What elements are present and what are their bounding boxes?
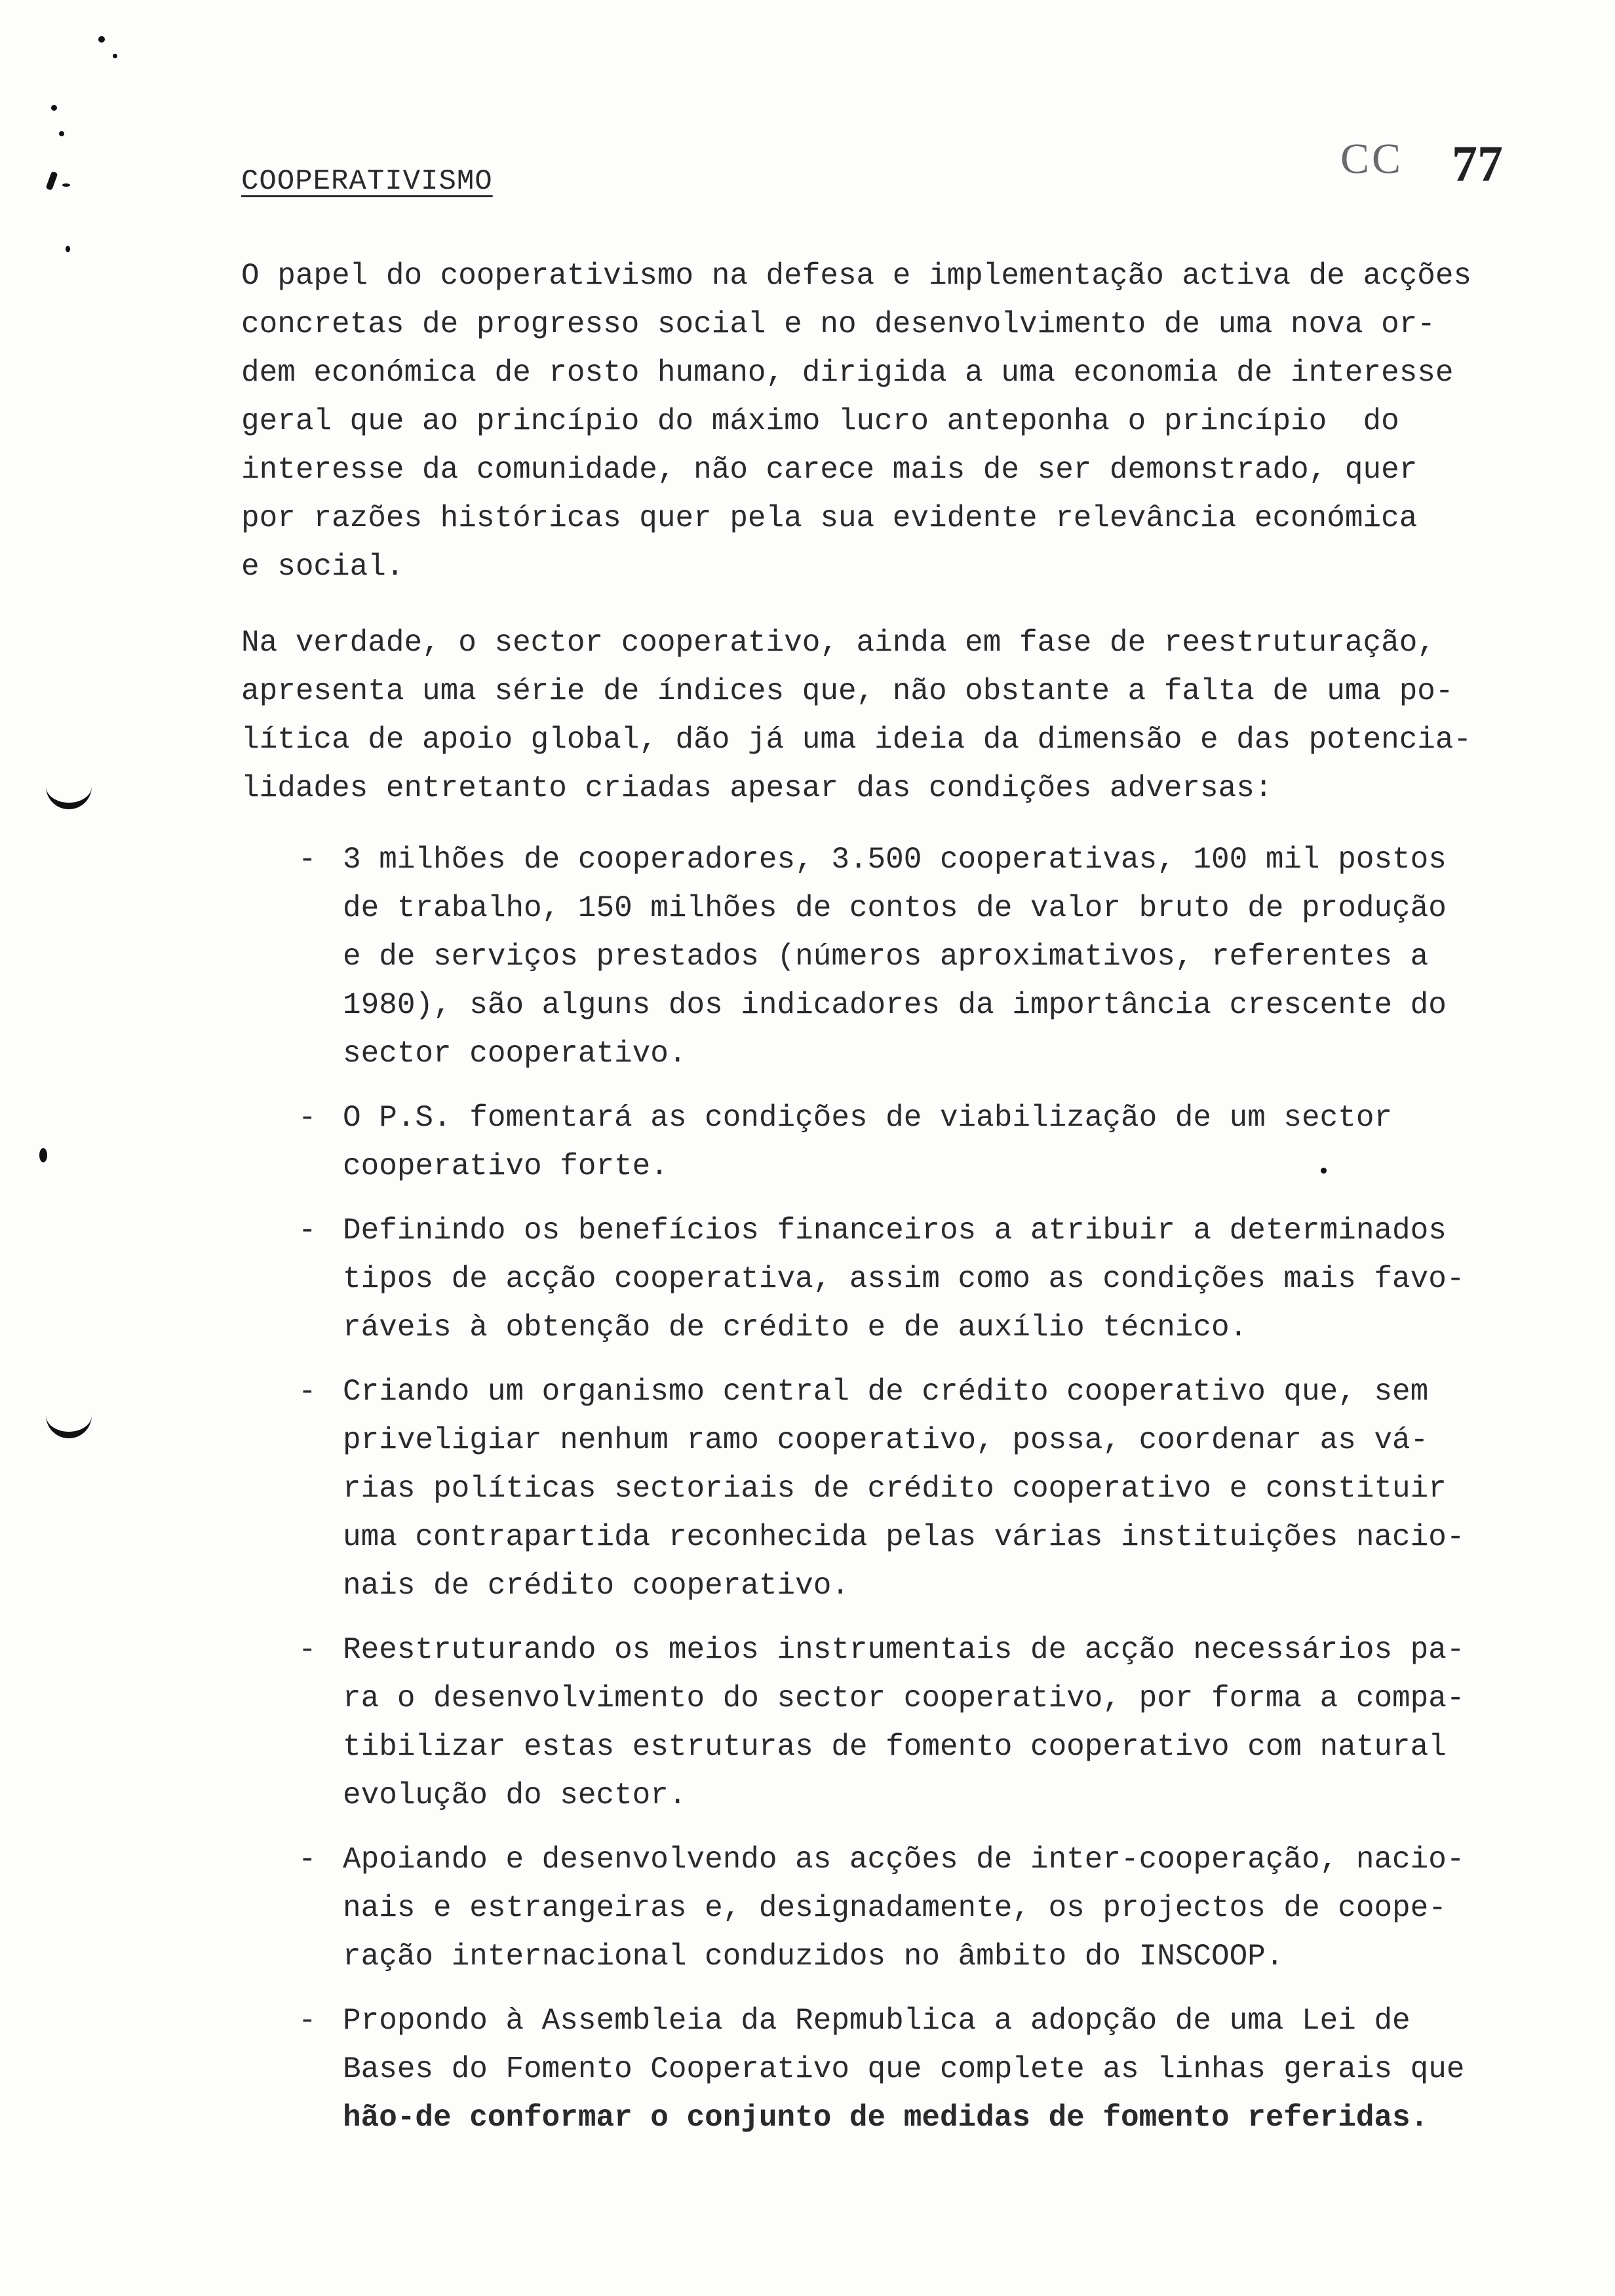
list-item — [298, 1368, 1596, 1610]
list-dash: - — [298, 843, 317, 877]
item-line: e de serviços prestados (números aproximativos, referentes a — [343, 940, 1429, 974]
paragraph-line: e social. — [241, 550, 404, 584]
list-dash: - — [298, 1633, 317, 1667]
item-line: de trabalho, 150 milhões de contos de valor bruto de produção — [343, 891, 1447, 925]
punch-hole-mark — [46, 776, 92, 809]
paragraph-line: lítica de apoio global, dão já uma ideia da dimensão e das potencia- — [241, 723, 1472, 757]
punch-hole-mark — [46, 1406, 92, 1438]
item-line: cooperativo forte. — [343, 1149, 669, 1183]
item-line: priveligiar nenhum ramo cooperativo, possa, coordenar as vá- — [343, 1423, 1429, 1457]
item-line: ração internacional conduzidos no âmbito do INSCOOP. — [343, 1940, 1284, 1974]
list-item — [298, 835, 1596, 1078]
paragraph-line: dem económica de rosto humano, dirigida a uma economia de interesse — [241, 356, 1454, 390]
item-line: Criando um organismo central de crédito cooperativo que, sem — [343, 1375, 1429, 1409]
paragraph-line: geral que ao princípio do máximo lucro anteponha o princípio do — [241, 404, 1399, 438]
scan-speck — [62, 183, 70, 187]
item-line: evolução do sector. — [343, 1778, 687, 1812]
item-line: Definindo os benefícios financeiros a atribuir a determinados — [343, 1214, 1447, 1248]
list-item — [298, 1094, 1596, 1191]
paragraph-line: concretas de progresso social e no desenvolvimento de uma nova or- — [241, 307, 1435, 341]
scan-speck — [46, 171, 58, 191]
paragraph-line: O papel do cooperativismo na defesa e implementação activa de acções — [241, 259, 1472, 293]
paragraph-context — [241, 619, 1591, 813]
item-line: O P.S. fomentará as condições de viabilização de um sector — [343, 1101, 1393, 1135]
item-line: ráveis à obtenção de crédito e de auxílio técnico. — [343, 1311, 1248, 1345]
scan-speck — [66, 246, 70, 252]
list-dash: - — [298, 1843, 317, 1877]
scan-speck — [59, 131, 64, 136]
list-item — [298, 1997, 1596, 2142]
page-number: 77 — [1452, 135, 1503, 192]
scan-speck — [51, 105, 57, 111]
item-line: tipos de acção cooperativa, assim como as condições mais favo- — [343, 1262, 1465, 1296]
paragraph-line: Na verdade, o sector cooperativo, ainda em fase de reestruturação, — [241, 626, 1435, 660]
paragraph-line: por razões históricas quer pela sua evidente relevância económica — [241, 501, 1418, 535]
paragraph-line: lidades entretanto criadas apesar das condições adversas: — [241, 771, 1273, 805]
stamp-mark: CC — [1340, 135, 1404, 183]
item-line: uma contrapartida reconhecida pelas várias instituições nacio- — [343, 1520, 1465, 1554]
item-line: ra o desenvolvimento do sector cooperativo, por forma a compa- — [343, 1681, 1465, 1715]
item-line: 1980), são alguns dos indicadores da importância crescente do — [343, 988, 1447, 1022]
paragraph-line: interesse da comunidade, não carece mais de ser demonstrado, quer — [241, 453, 1418, 487]
list-dash: - — [298, 1375, 317, 1409]
item-line: nais e estrangeiras e, designadamente, os projectos de coope- — [343, 1891, 1447, 1925]
scan-speck — [113, 54, 117, 58]
list-dash: - — [298, 1101, 317, 1135]
list-item — [298, 1835, 1596, 1981]
section-heading: COOPERATIVISMO — [241, 165, 493, 198]
item-line: Apoiando e desenvolvendo as acções de inter-cooperação, nacio- — [343, 1843, 1465, 1877]
list-item — [298, 1206, 1596, 1352]
item-line: 3 milhões de cooperadores, 3.500 cooperativas, 100 mil postos — [343, 843, 1447, 877]
list-dash: - — [298, 2004, 317, 2038]
item-line: sector cooperativo. — [343, 1037, 687, 1071]
item-line: Propondo à Assembleia da Repmublica a adopção de uma Lei de — [343, 2004, 1411, 2038]
paragraph-intro — [241, 252, 1591, 591]
item-line: tibilizar estas estruturas de fomento cooperativo com natural — [343, 1730, 1447, 1764]
list-dash: - — [298, 1214, 317, 1248]
item-line: rias políticas sectoriais de crédito cooperativo e constituir — [343, 1472, 1447, 1506]
measures-list — [298, 835, 1596, 2158]
scan-speck — [39, 1148, 47, 1162]
item-line: Reestruturando os meios instrumentais de acção necessários pa- — [343, 1633, 1465, 1667]
paragraph-line: apresenta uma série de índices que, não obstante a falta de uma po- — [241, 674, 1454, 708]
scan-speck — [98, 36, 105, 43]
item-line: Bases do Fomento Cooperativo que complete as linhas gerais que — [343, 2052, 1465, 2086]
item-line: hão-de conformar o conjunto de medidas de fomento referidas. — [343, 2101, 1429, 2135]
item-line: nais de crédito cooperativo. — [343, 1569, 849, 1603]
list-item — [298, 1626, 1596, 1820]
